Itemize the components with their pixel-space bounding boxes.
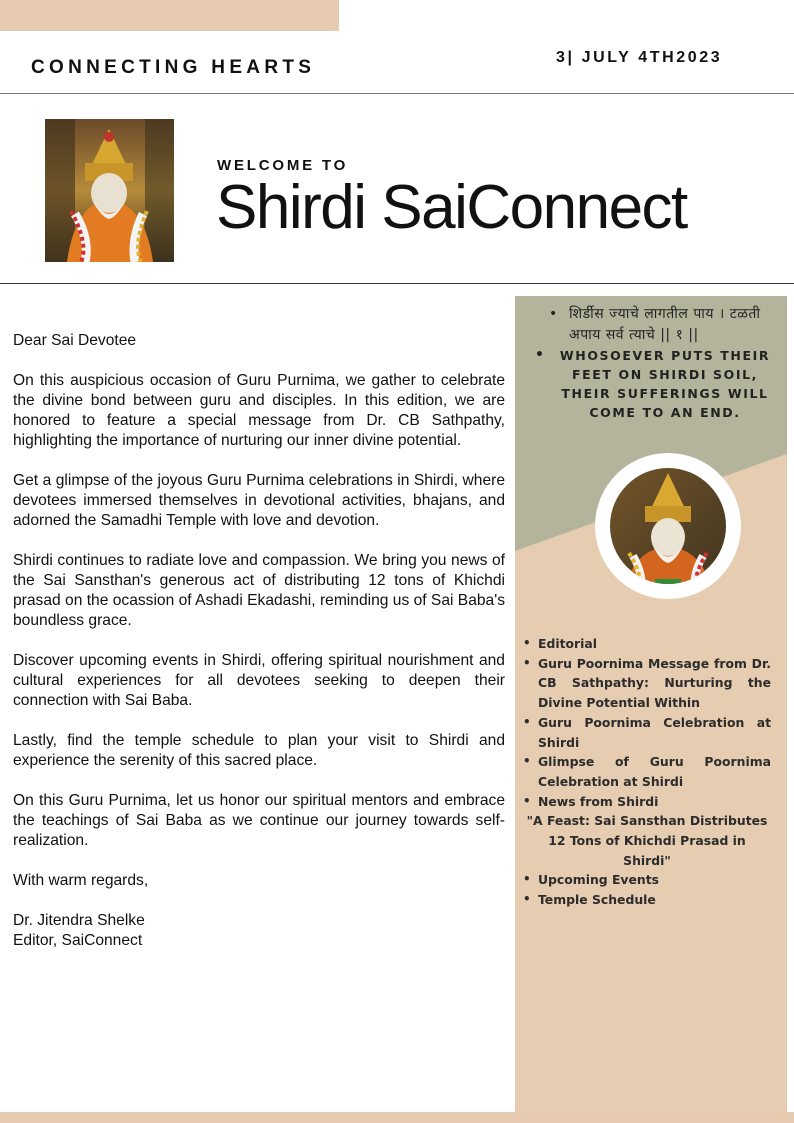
contents-item: • Editorial	[523, 634, 771, 654]
newsletter-title: Shirdi SaiConnect	[216, 173, 687, 242]
sai-baba-circle-photo	[593, 451, 743, 601]
contents-item: • Guru Poornima Celebration at Shirdi	[523, 713, 771, 752]
quote-list	[535, 304, 771, 422]
letter-paragraph: Lastly, find the temple schedule to plan your visit to Shirdi and experience the serenity of this sacred place.	[13, 732, 505, 769]
contents-item: • Guru Poornima Message from Dr. CB Sathpathy: Nurturing the Divine Potential Within	[523, 654, 771, 713]
header-divider-bottom	[0, 283, 794, 284]
letter-paragraph: On this auspicious occasion of Guru Purnima, we gather to celebrate the divine bond between guru and disciples. In this edition, we are honored to feature a special message from Dr. CB Sathpathy, highlighting the importance of nurturing our inner divine potential.	[13, 372, 505, 449]
letter-salutation: Dear Sai Devotee	[13, 332, 137, 349]
top-accent-band	[0, 0, 339, 31]
editorial-letter	[13, 331, 505, 951]
quote-marathi: • शिर्डीस ज्याचे लागतील पाय । टळती अपाय सर्व त्याचे || १ ||	[535, 304, 771, 346]
letter-paragraph: Shirdi continues to radiate love and compassion. We bring you news of the Sai Sansthan's generous act of distributing 12 tons of Khichdi prasad on the ocassion of Ashadi Ekadashi, reminding us of Sai Baba's boundless grace.	[13, 552, 505, 629]
header-divider-top	[0, 93, 794, 94]
letter-closing: With warm regards,	[13, 872, 149, 889]
signature-name: Dr. Jitendra Shelke	[13, 912, 145, 929]
letter-paragraph: Get a glimpse of the joyous Guru Purnima celebrations in Shirdi, where devotees immersed themselves in devotional activities, bhajans, and adorned the Samadhi Temple with love and devotion.	[13, 472, 505, 529]
contents-item: • Upcoming Events	[523, 870, 771, 890]
sai-baba-photo	[45, 119, 174, 262]
letter-paragraph: On this Guru Purnima, let us honor our spiritual mentors and embrace the teachings of Sai Baba as we continue our journey towards self-realization.	[13, 792, 505, 849]
signature-title: Editor, SaiConnect	[13, 932, 143, 949]
letter-paragraph: Discover upcoming events in Shirdi, offering spiritual nourishment and cultural experiences for all devotees seeking to deepen their connection with Sai Baba.	[13, 652, 505, 709]
contents-list	[523, 634, 771, 910]
contents-item: • Temple Schedule	[523, 890, 771, 910]
quote-english: • WHOSOEVER PUTS THEIR FEET ON SHIRDI SOIL, THEIR SUFFERINGS WILL COME TO AN END.	[535, 346, 771, 422]
bottom-accent-band	[0, 1112, 794, 1123]
contents-subitem: "A Feast: Sai Sansthan Distributes 12 Tons of Khichdi Prasad in Shirdi"	[526, 813, 768, 868]
sidebar	[515, 296, 787, 1114]
issue-date: 3| JULY 4TH2023	[556, 49, 723, 66]
welcome-label: WELCOME TO	[217, 157, 349, 174]
contents-item: • Glimpse of Guru Poornima Celebration at Shirdi	[523, 752, 771, 791]
tagline: CONNECTING HEARTS	[31, 57, 316, 78]
contents-item: • News from Shirdi	[523, 792, 771, 812]
